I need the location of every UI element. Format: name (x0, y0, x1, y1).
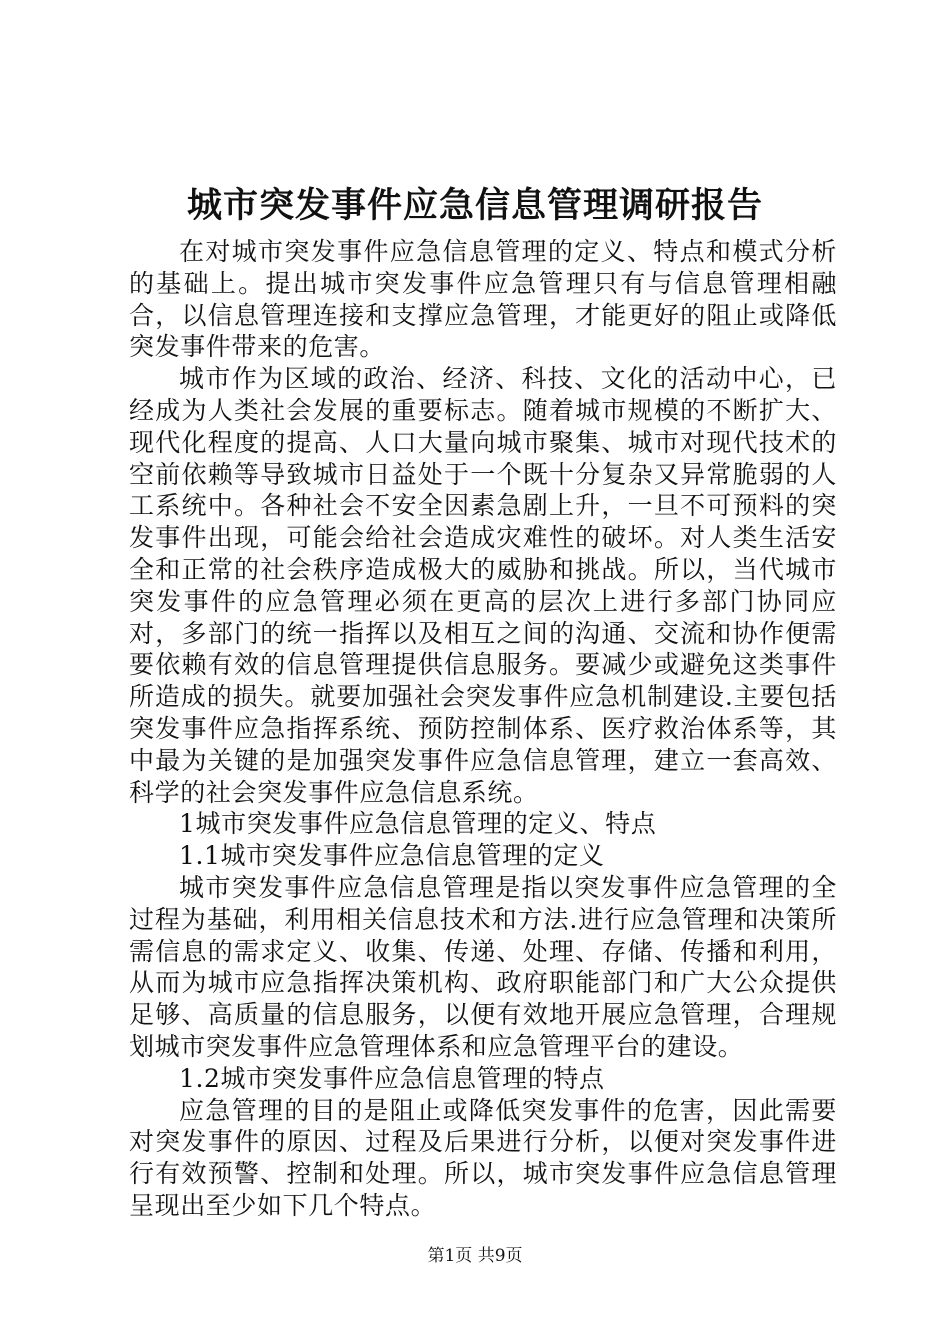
document-body (129, 236, 837, 1222)
document-title: 城市突发事件应急信息管理调研报告 (186, 185, 763, 226)
paragraph-intro: 在对城市突发事件应急信息管理的定义、特点和模式分析的基础上。提出城市突发事件应急管理只有与信息管理相融合，以信息管理连接和支撑应急管理，才能更好的阻止或降低突发事件带来的危害。 (129, 237, 837, 362)
section-heading-1: 1城市突发事件应急信息管理的定义、特点 (179, 809, 657, 839)
section-heading-1-2: 1.2城市突发事件应急信息管理的特点 (179, 1063, 605, 1093)
paragraph-characteristics: 应急管理的目的是阻止或降低突发事件的危害，因此需要对突发事件的原因、过程及后果进行分析，以便对突发事件进行有效预警、控制和处理。所以，城市突发事件应急信息管理呈现出至少如下几个特点。 (129, 1095, 837, 1220)
paragraph-definition: 城市突发事件应急信息管理是指以突发事件应急管理的全过程为基础，利用相关信息技术和方法.进行应急管理和决策所需信息的需求定义、收集、传递、处理、存储、传播和利用，从而为城市应急指挥决策机构、政府职能部门和广大公众提供足够、高质量的信息服务，以便有效地开展应急管理，合理规划城市突发事件应急管理体系和应急管理平台的建设。 (129, 872, 837, 1061)
section-heading-1-1: 1.1城市突发事件应急信息管理的定义 (179, 841, 605, 871)
paragraph-background: 城市作为区域的政治、经济、科技、文化的活动中心，已经成为人类社会发展的重要标志。随着城市规模的不断扩大、现代化程度的提高、人口大量向城市聚集、城市对现代技术的空前依赖等导致城市日益处于一个既十分复杂又异常脆弱的人工系统中。各种社会不安全因素急剧上升，一旦不可预料的突发事件出现，可能会给社会造成灾难性的破坏。对人类生活安全和正常的社会秩序造成极大的威胁和挑战。所以，当代城市突发事件的应急管理必须在更高的层次上进行多部门协同应对，多部门的统一指挥以及相互之间的沟通、交流和协作便需要依赖有效的信息管理提供信息服务。要减少或避免这类事件所造成的损失。就要加强社会突发事件应急机制建设.主要包括突发事件应急指挥系统、预防控制体系、医疗救治体系等，其中最为关键的是加强突发事件应急信息管理，建立一套高效、科学的社会突发事件应急信息系统。 (129, 364, 837, 807)
page-number-footer: 第1页 共9页 (427, 1246, 523, 1266)
